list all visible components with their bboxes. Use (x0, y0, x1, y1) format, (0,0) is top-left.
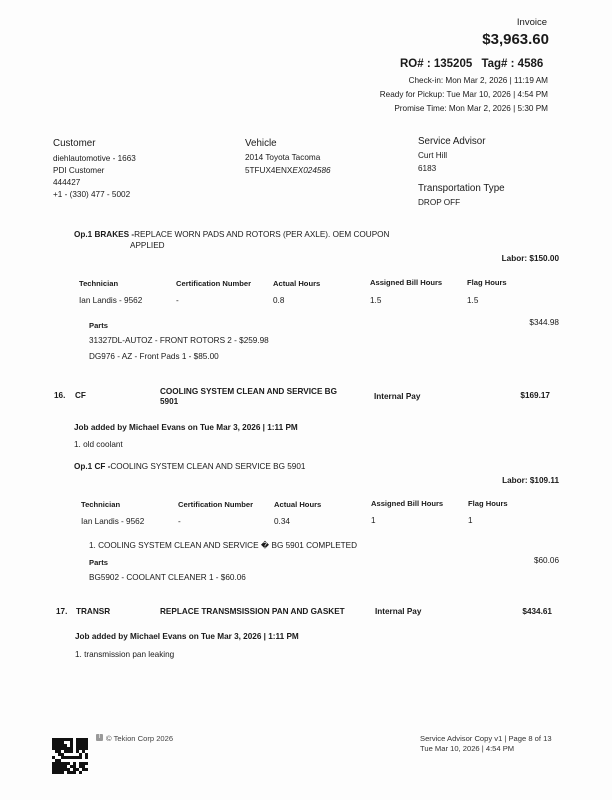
tekion-logo-icon: T (97, 734, 102, 740)
job16-op (74, 462, 305, 471)
vin-prefix: 5TFUX4ENX (245, 166, 293, 175)
job16-number: 16. (54, 391, 66, 400)
job17-total: $434.61 (522, 607, 552, 616)
job17-title: REPLACE TRANSMSISSION PAN AND GASKET (160, 607, 345, 616)
job16-code: CF (75, 391, 86, 400)
th-certification: Certification Number (178, 500, 254, 509)
tag-label: Tag# : (481, 58, 515, 70)
transport-type: DROP OFF (418, 198, 461, 207)
tech-name: Ian Landis - 9562 (81, 517, 145, 526)
tech-name: Ian Landis - 9562 (79, 296, 143, 305)
job16-parts-total: $60.06 (533, 556, 559, 565)
th-flag-hours: Flag Hours (467, 278, 507, 287)
qr-code (52, 738, 88, 774)
checkin-time: Check-in: Mon Mar 2, 2026 | 11:19 AM (408, 76, 548, 85)
advisor-name: Curt Hill (418, 151, 448, 160)
ro-number (400, 58, 543, 70)
th-technician: Technician (79, 279, 119, 288)
brakes-parts-total: $344.98 (529, 318, 559, 327)
invoice-total: $3,963.60 (482, 31, 549, 48)
job16-total: $169.17 (520, 391, 550, 400)
op-brakes-code: Op.1 BRAKES - (74, 230, 135, 239)
customer-type: PDI Customer (53, 166, 105, 175)
th-assigned-hours: Assigned Bill Hours (371, 499, 444, 508)
vehicle-vin (245, 166, 331, 175)
footer-copy-info: Service Advisor Copy v1 | Page 8 of 13 (420, 734, 552, 743)
th-technician: Technician (81, 500, 121, 509)
tech-flag: 1.5 (467, 296, 479, 305)
ro-value: 135205 (433, 58, 473, 70)
job17-pay: Internal Pay (375, 607, 422, 616)
ro-label: RO# : (400, 58, 431, 70)
tech-assigned: 1 (371, 516, 376, 525)
part-item: BG5902 - COOLANT CLEANER 1 - $60.06 (89, 573, 246, 582)
job16-concern: 1. old coolant (74, 440, 123, 449)
customer-name: diehlautomotive - 1663 (53, 154, 136, 163)
th-assigned-hours: Assigned Bill Hours (370, 278, 443, 287)
vehicle-heading: Vehicle (245, 138, 277, 149)
op-brakes-labor: Labor: $150.00 (501, 254, 559, 263)
th-actual-hours: Actual Hours (274, 500, 322, 509)
advisor-heading: Service Advisor (418, 136, 486, 147)
footer-copyright: © Tekion Corp 2026 (106, 734, 174, 743)
job16-title-2: 5901 (160, 397, 179, 406)
tag-value: 4586 (517, 58, 544, 70)
advisor-id: 6183 (418, 164, 437, 173)
job16-correction: 1. COOLING SYSTEM CLEAN AND SERVICE � BG 5901 COMPLETED (89, 541, 358, 550)
promise-time: Promise Time: Mon Mar 2, 2026 | 5:30 PM (394, 104, 548, 113)
vin-suffix: EX024586 (292, 166, 331, 175)
job16-labor: Labor: $109.11 (502, 476, 559, 485)
transport-heading: Transportation Type (418, 183, 505, 194)
brakes-parts-heading: Parts (89, 321, 108, 330)
tech-actual: 0.34 (274, 517, 290, 526)
ready-time: Ready for Pickup: Tue Mar 10, 2026 | 4:54 PM (379, 90, 548, 99)
tech-assigned: 1.5 (370, 296, 382, 305)
customer-id: 444427 (53, 178, 81, 187)
job16-op-code: Op.1 CF - (74, 462, 111, 471)
document-type: Invoice (516, 17, 547, 28)
tech-cert: - (178, 517, 181, 526)
job16-title (160, 387, 337, 407)
job16-parts-heading: Parts (89, 558, 108, 567)
job16-pay: Internal Pay (374, 392, 421, 401)
th-certification: Certification Number (176, 279, 252, 288)
part-item: DG976 - AZ - Front Pads 1 - $85.00 (89, 352, 219, 361)
job17-number: 17. (56, 607, 68, 616)
footer-timestamp: Tue Mar 10, 2026 | 4:54 PM (420, 744, 515, 753)
job17-concern: 1. transmission pan leaking (75, 650, 175, 659)
customer-phone: +1 - (330) 477 - 5002 (53, 190, 131, 199)
job16-title-1: COOLING SYSTEM CLEAN AND SERVICE BG (160, 387, 337, 396)
job16-op-desc: COOLING SYSTEM CLEAN AND SERVICE BG 5901 (110, 462, 306, 471)
op-brakes-description (74, 229, 404, 251)
op-brakes-desc-2: APPLIED (130, 241, 165, 250)
th-flag-hours: Flag Hours (468, 499, 508, 508)
part-item: 31327DL-AUTOZ - FRONT ROTORS 2 - $259.98 (89, 336, 269, 345)
customer-heading: Customer (53, 138, 96, 149)
tech-cert: - (176, 296, 179, 305)
vehicle-model: 2014 Toyota Tacoma (245, 153, 321, 162)
job17-code: TRANSR (76, 607, 111, 616)
job17-added-by: Job added by Michael Evans on Tue Mar 3, 2026 | 1:11 PM (75, 632, 299, 641)
op-brakes-desc-1: REPLACE WORN PADS AND ROTORS (PER AXLE). OEM COUPON (134, 230, 390, 239)
tech-flag: 1 (468, 516, 473, 525)
tech-actual: 0.8 (273, 296, 285, 305)
th-actual-hours: Actual Hours (273, 279, 321, 288)
job16-added-by: Job added by Michael Evans on Tue Mar 3, 2026 | 1:11 PM (74, 423, 298, 432)
